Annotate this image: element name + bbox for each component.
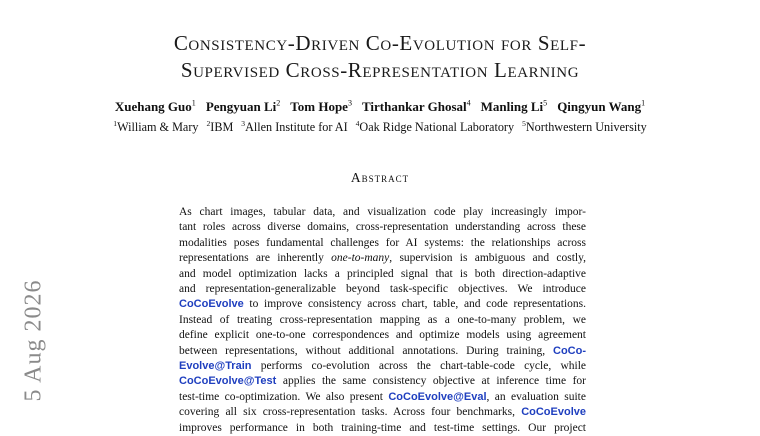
abstract-text: test-time co-optimization. We also present <box>179 390 389 403</box>
title-line-2: Supervised Cross-Representation Learning <box>180 58 580 82</box>
author-name <box>290 99 352 114</box>
abstract-line <box>179 374 586 389</box>
affiliation-mark: 5 <box>522 118 526 128</box>
method-name-link[interactable]: Evolve@Train <box>179 360 252 373</box>
abstract-line <box>179 282 586 297</box>
author-affiliation-mark: 2 <box>276 98 281 108</box>
author-name-text: Tirthankar Ghosal <box>361 99 467 114</box>
author-name-text: Tom Hope <box>290 99 348 114</box>
abstract-text: , an evaluation suite <box>486 390 586 403</box>
affiliation <box>206 120 233 134</box>
method-name-link[interactable]: CoCoEvolve@Eval <box>388 390 487 403</box>
author-name-text: Pengyuan Li <box>205 99 277 114</box>
affiliation-name: IBM <box>210 120 234 134</box>
abstract-text: and model optimization lacks a principled signal that is both direction-adaptive <box>179 267 586 280</box>
abstract-line <box>179 220 586 235</box>
abstract-heading: Abstract <box>350 170 410 185</box>
abstract-line <box>179 205 586 220</box>
method-name-link[interactable]: CoCoEvolve <box>179 298 244 311</box>
abstract-line <box>179 236 586 251</box>
abstract-text: covering all six cross-representation tasks. Across four benchmarks, <box>179 406 522 419</box>
method-name-link[interactable]: CoCoEvolve <box>521 406 586 419</box>
abstract-body <box>179 205 586 436</box>
affiliation-list <box>80 120 680 135</box>
affiliation-name: William & Mary <box>117 120 199 134</box>
abstract-text: one-to-many <box>331 252 390 265</box>
abstract-text: modalities poses fundamental challenges for AI systems: the relationships across <box>179 236 586 249</box>
abstract-text: applies the same consistency objective at inference time for <box>276 375 586 388</box>
author-name <box>115 99 196 114</box>
author-affiliation-mark: 3 <box>347 98 352 108</box>
author-name-text: Qingyun Wang <box>557 99 642 114</box>
abstract-line <box>179 421 586 436</box>
abstract-line <box>179 405 586 420</box>
abstract-text: and representation-generalizable beyond task-specific objectives. We introduce <box>179 283 586 296</box>
author-name-text: Xuehang Guo <box>114 99 192 114</box>
abstract-text: As chart images, tabular data, and visualization code play increasingly impor- <box>179 206 586 218</box>
affiliation <box>241 120 347 134</box>
author-name <box>362 99 471 114</box>
affiliation-name: Northwestern University <box>525 120 647 134</box>
abstract-line <box>179 390 586 405</box>
abstract-line <box>179 297 586 312</box>
abstract-line <box>179 359 586 374</box>
affiliation-name: Oak Ridge National Laboratory <box>359 120 515 134</box>
author-list <box>100 99 660 115</box>
abstract-text: between representations, without additional annotations. During training, <box>179 344 553 357</box>
affiliation-mark: 3 <box>241 118 246 128</box>
paper-title <box>120 30 640 84</box>
author-affiliation-mark: 5 <box>543 98 548 108</box>
affiliation-mark: 4 <box>355 118 360 128</box>
date-stamp <box>14 280 54 400</box>
abstract-text: representations are inherently <box>179 252 332 265</box>
affiliation-mark: 1 <box>113 118 118 128</box>
abstract-text: Instead of treating cross-representation mapping as a one-to-many problem, we <box>179 313 586 326</box>
abstract-text: to improve consistency across chart, table, and code representations. <box>243 298 586 311</box>
abstract-text: tant roles across diverse domains, cross-representation understanding across these <box>179 221 586 234</box>
affiliation <box>113 120 198 134</box>
abstract-text: define explicit one-to-one correspondences and optimize models using agreement <box>179 329 586 342</box>
abstract-text: , supervision is ambiguous and costly, <box>389 252 586 265</box>
date-stamp-text: 5 Aug 2026 <box>20 278 47 402</box>
author-name <box>481 99 548 114</box>
abstract-line <box>179 267 586 282</box>
author-affiliation-mark: 4 <box>466 98 471 108</box>
author-affiliation-mark: 1 <box>641 98 646 108</box>
title-line-1: Consistency-Driven Co-Evolution for Self- <box>173 31 587 55</box>
abstract-text: improves performance in both training-time and test-time settings. Our project <box>179 421 586 434</box>
affiliation-mark: 2 <box>206 118 211 128</box>
abstract-line <box>179 251 586 266</box>
author-name-text: Manling Li <box>480 99 544 114</box>
abstract-line <box>179 328 586 343</box>
method-name-link[interactable]: CoCoEvolve@Test <box>179 375 277 388</box>
abstract-line <box>179 313 586 328</box>
author-name <box>557 99 645 114</box>
affiliation <box>356 120 514 134</box>
author-affiliation-mark: 1 <box>191 98 196 108</box>
author-name <box>206 99 280 114</box>
method-name-link[interactable]: CoCo- <box>553 344 586 357</box>
affiliation <box>522 120 647 134</box>
affiliation-name: Allen Institute for AI <box>245 120 348 134</box>
abstract-text: performs co-evolution across the chart-table-code cycle, while <box>251 360 586 373</box>
abstract-line <box>179 344 586 359</box>
